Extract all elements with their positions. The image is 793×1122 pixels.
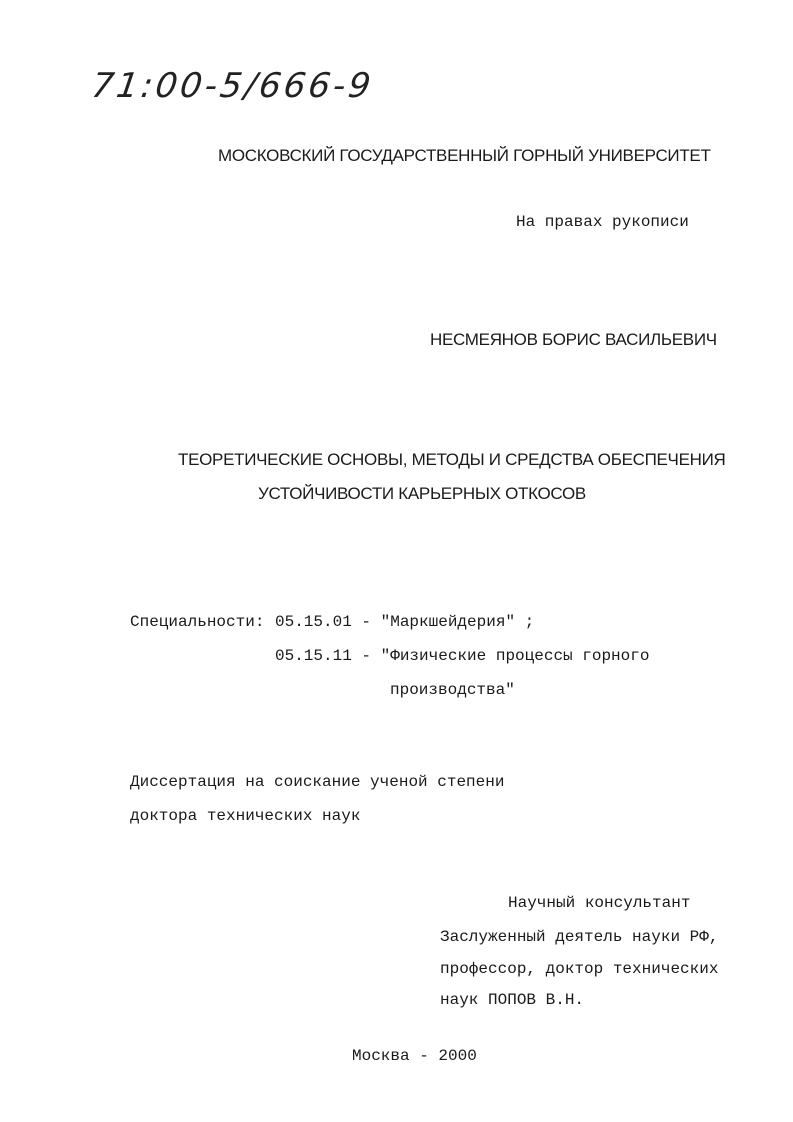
title-line-2: УСТОЙЧИВОСТИ КАРЬЕРНЫХ ОТКОСОВ <box>258 484 586 503</box>
specialty-1: 05.15.01 - "Маркшейдерия" ; <box>275 613 535 631</box>
consultant-heading: Научный консультант <box>508 894 691 912</box>
author-name: НЕСМЕЯНОВ БОРИС ВАСИЛЬЕВИЧ <box>430 330 717 349</box>
dissertation-line-2: доктора технических наук <box>130 807 361 825</box>
rights-note: На правах рукописи <box>516 213 689 231</box>
dissertation-line-1: Диссертация на соискание ученой степени <box>130 773 505 791</box>
city-year: Москва - 2000 <box>352 1047 477 1065</box>
consultant-line-3: наук ПОПОВ В.Н. <box>440 991 585 1009</box>
university-name: МОСКОВСКИЙ ГОСУДАРСТВЕННЫЙ ГОРНЫЙ УНИВЕРСИТЕТ <box>218 146 711 165</box>
consultant-line-1: Заслуженный деятель науки РФ, <box>440 928 719 946</box>
specialty-2-line-1: 05.15.11 - "Физические процессы горного <box>275 647 650 665</box>
consultant-line-2: профессор, доктор технических <box>440 960 719 978</box>
archive-code-handwritten: 71:00-5/666-9 <box>89 66 376 106</box>
specialties-label: Специальности: <box>130 613 265 631</box>
title-line-1: ТЕОРЕТИЧЕСКИЕ ОСНОВЫ, МЕТОДЫ И СРЕДСТВА ОБЕСПЕЧЕНИЯ <box>178 450 726 469</box>
specialty-2-line-2: производства" <box>390 681 515 699</box>
